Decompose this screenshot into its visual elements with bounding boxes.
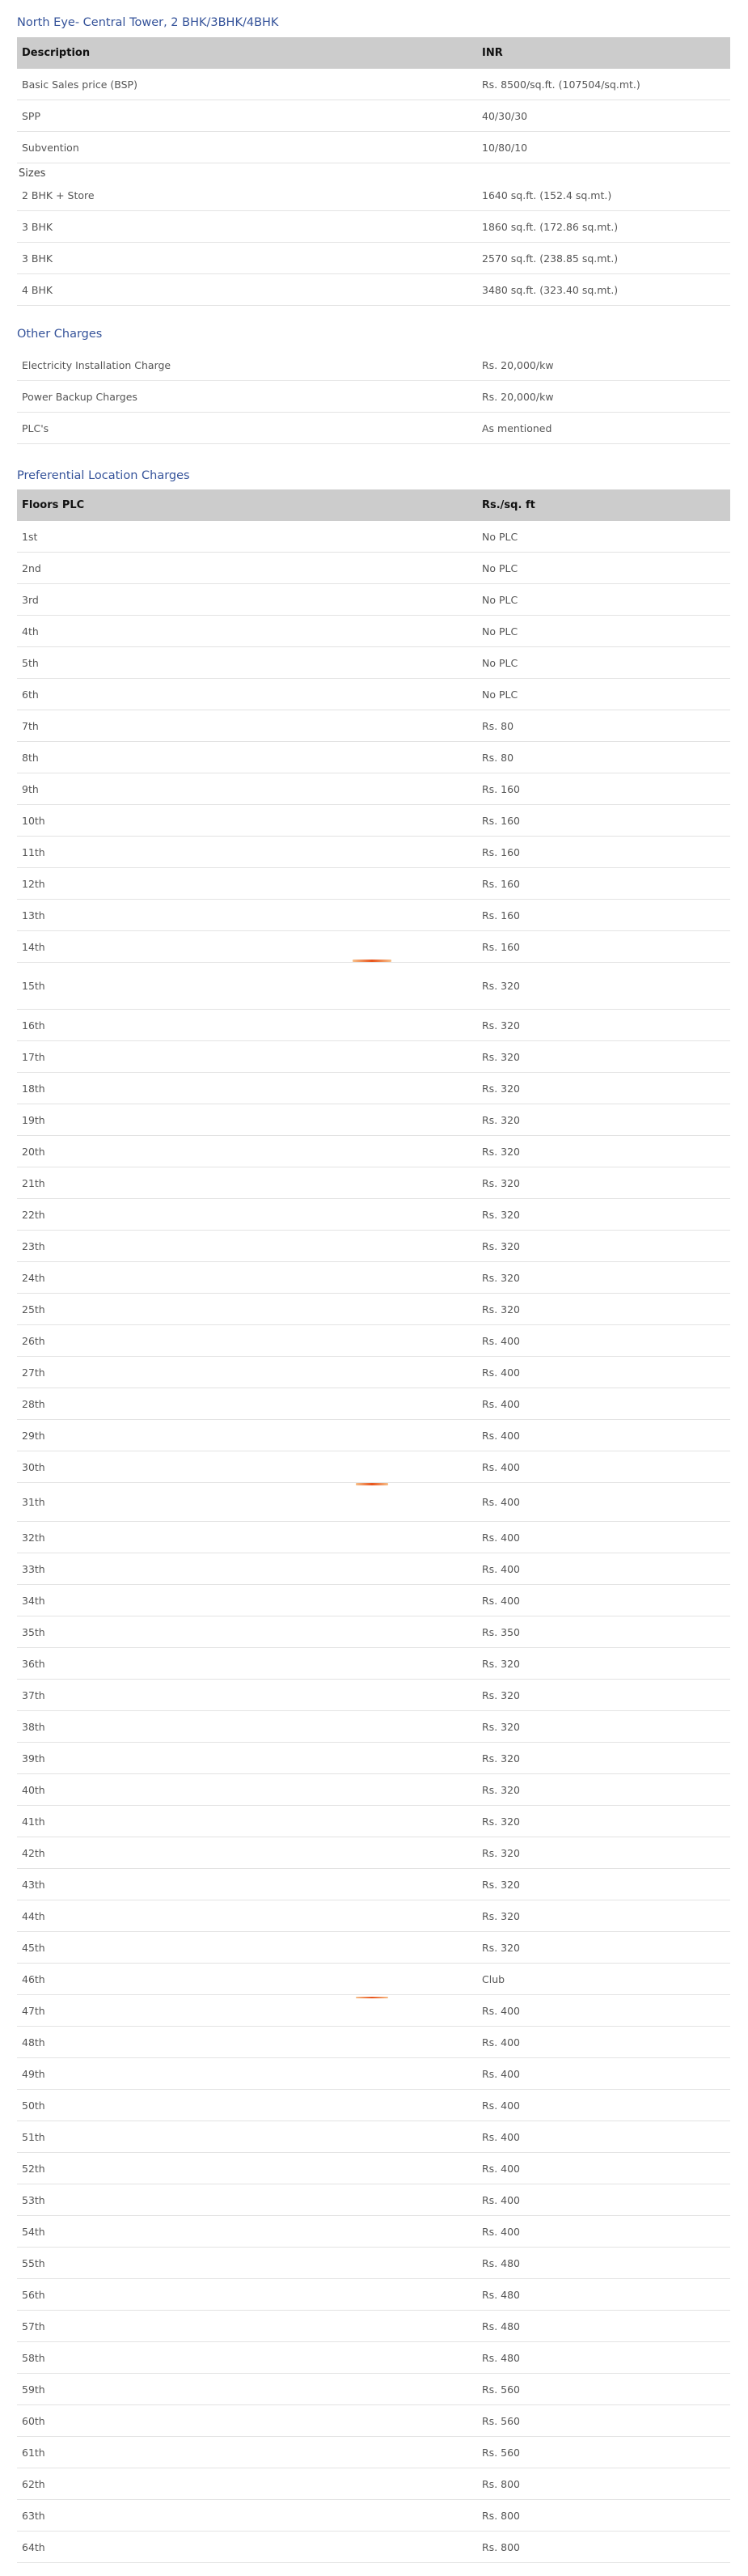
floor-row [17,1585,730,1616]
pricing-row [17,69,730,100]
charge-row-label: Electricity Installation Charge [22,358,171,371]
floor-row [17,1325,730,1357]
floor-row [17,2405,730,2437]
floor-row [17,2058,730,2090]
plc-title: Preferential Location Charges [17,469,190,482]
floor-row-value: Rs. 320 [482,1941,521,1954]
header-floors: Floors PLC [22,499,85,511]
floor-row-value: Club [482,1972,505,1985]
charge-row-value: Rs. 20,000/kw [482,358,554,371]
floor-row [17,2532,730,2563]
floor-row-label: 49th [22,2067,45,2080]
size-row [17,211,730,243]
floor-row [17,2468,730,2500]
floor-row-label: 19th [22,1113,45,1126]
floor-row-label: 51th [22,2130,45,2143]
floor-row-value: No PLC [482,688,518,701]
pricing-row [17,132,730,163]
floor-row [17,1104,730,1136]
floor-row-value: Rs. 320 [482,1176,521,1189]
floor-row-label: 22th [22,1208,45,1221]
floor-row-value: Rs. 320 [482,1303,521,1316]
floor-row-label: 53th [22,2193,45,2206]
floor-row-value: Rs. 400 [482,1496,521,1508]
floor-row [17,805,730,837]
floor-row [17,1136,730,1167]
floor-row-label: 62th [22,2477,45,2490]
floor-row-value: Rs. 320 [482,980,521,992]
floor-row [17,1680,730,1711]
floor-row [17,1711,730,1743]
charge-row [17,413,730,444]
floor-row-value: Rs. 400 [482,2004,521,2017]
floor-row-value: Rs. 320 [482,1145,521,1158]
pricing-row-value: 40/30/30 [482,109,528,122]
floor-row-value: No PLC [482,530,518,543]
other-charges-title: Other Charges [17,328,103,341]
charge-row-label: Power Backup Charges [22,390,137,403]
floor-row-label: 46th [22,1972,45,1985]
floor-row [17,1262,730,1294]
floor-row [17,1420,730,1451]
floor-row-value: Rs. 400 [482,2225,521,2238]
floor-row [17,2090,730,2121]
floor-row-value: Rs. 320 [482,1688,521,1701]
floor-row-label: 31th [22,1496,45,1508]
floor-row [17,837,730,868]
size-row [17,274,730,306]
floor-row-value: Rs. 320 [482,1271,521,1284]
size-row-value: 1640 sq.ft. (152.4 sq.mt.) [482,189,612,201]
floor-row-value: Rs. 560 [482,2446,521,2459]
floor-row [17,553,730,584]
header-rate: Rs./sq. ft [482,499,535,511]
floor-row [17,1964,730,1995]
floor-row-value: Rs. 160 [482,782,521,795]
floor-row [17,2121,730,2153]
floor-row [17,616,730,647]
floor-row-value: Rs. 80 [482,751,514,764]
floor-row [17,1231,730,1262]
floor-row-label: 17th [22,1050,45,1063]
floor-row-label: 45th [22,1941,45,1954]
floor-row-label: 12th [22,877,45,890]
floor-row [17,1553,730,1585]
floor-row-value: Rs. 400 [482,1397,521,1410]
floor-row-value: Rs. 400 [482,1334,521,1347]
floor-row-value: Rs. 560 [482,2414,521,2427]
floor-row-value: Rs. 400 [482,2099,521,2112]
pricing-row-value: Rs. 8500/sq.ft. (107504/sq.mt.) [482,78,640,91]
floor-row-label: 54th [22,2225,45,2238]
floor-row-label: 28th [22,1397,45,1410]
floor-row [17,1522,730,1553]
floor-row-value: Rs. 400 [482,1460,521,1473]
floor-row [17,2342,730,2374]
floor-row-label: 57th [22,2320,45,2332]
floor-row [17,2374,730,2405]
floor-row-value: Rs. 400 [482,1594,521,1607]
pricing-row-value: 10/80/10 [482,141,528,154]
floor-row [17,647,730,679]
floor-row [17,1869,730,1900]
floor-row-label: 20th [22,1145,45,1158]
floor-row-label: 25th [22,1303,45,1316]
floor-row-value: Rs. 400 [482,1562,521,1575]
floor-row [17,1837,730,1869]
size-row-label: 2 BHK + Store [22,189,95,201]
floor-row [17,1743,730,1774]
header-description: Description [22,47,91,59]
floor-row-label: 41th [22,1815,45,1828]
floor-row-label: 9th [22,782,39,795]
floor-row-value: Rs. 400 [482,2193,521,2206]
floor-row-label: 23th [22,1239,45,1252]
floor-row-value: Rs. 320 [482,1019,521,1032]
floor-row-label: 64th [22,2540,45,2553]
floor-row-value: Rs. 320 [482,1720,521,1733]
floor-row [17,679,730,710]
floor-row [17,1294,730,1325]
header-inr: INR [482,47,503,59]
floor-row-label: 2nd [22,561,41,574]
floor-row [17,1932,730,1964]
floor-row [17,2248,730,2279]
size-row-value: 1860 sq.ft. (172.86 sq.mt.) [482,220,619,233]
floor-row-label: 50th [22,2099,45,2112]
floor-row [17,1167,730,1199]
floor-row [17,1199,730,1231]
floor-row-value: Rs. 400 [482,1429,521,1442]
floor-row-label: 47th [22,2004,45,2017]
floor-row-label: 29th [22,1429,45,1442]
size-row-label: 4 BHK [22,283,53,296]
floor-row-value: Rs. 320 [482,1082,521,1095]
floor-row [17,1073,730,1104]
floor-row-label: 38th [22,1720,45,1733]
floor-row-value: Rs. 320 [482,1909,521,1922]
floor-row [17,1648,730,1680]
floor-row [17,710,730,742]
floor-row [17,1483,730,1522]
floor-row-value: Rs. 160 [482,909,521,922]
floor-row-label: 5th [22,656,39,669]
floor-row [17,2027,730,2058]
plc-table-header [17,489,730,521]
floor-row-value: Rs. 160 [482,814,521,827]
size-row-label: 3 BHK [22,220,53,233]
floor-row-label: 55th [22,2256,45,2269]
charge-row [17,350,730,381]
floor-row-label: 39th [22,1752,45,1765]
floor-row-label: 18th [22,1082,45,1095]
floor-row-value: Rs. 320 [482,1657,521,1670]
floor-row-label: 40th [22,1783,45,1796]
floor-row-value: Rs. 320 [482,1752,521,1765]
floor-row [17,773,730,805]
floor-row-label: 27th [22,1366,45,1379]
floor-row-label: 7th [22,719,39,732]
floor-row-label: 63th [22,2509,45,2522]
floor-row-value: Rs. 800 [482,2540,521,2553]
floor-row-label: 26th [22,1334,45,1347]
floor-row-value: Rs. 320 [482,1208,521,1221]
floor-row [17,900,730,931]
floor-row-label: 11th [22,845,45,858]
floor-row-value: No PLC [482,656,518,669]
charge-row-value: As mentioned [482,422,552,434]
size-row-value: 3480 sq.ft. (323.40 sq.mt.) [482,283,619,296]
floor-row [17,1357,730,1388]
pricing-row-label: Subvention [22,141,79,154]
floor-row-value: Rs. 320 [482,1878,521,1891]
floor-row-value: Rs. 320 [482,1815,521,1828]
floor-row [17,1010,730,1041]
page-title: North Eye- Central Tower, 2 BHK/3BHK/4BHK [17,16,279,29]
floor-row-value: Rs. 400 [482,1531,521,1544]
floor-row-value: Rs. 320 [482,1846,521,1859]
floor-row-label: 37th [22,1688,45,1701]
floor-row-label: 13th [22,909,45,922]
floor-row-label: 60th [22,2414,45,2427]
floor-row-label: 21th [22,1176,45,1189]
floor-row [17,2311,730,2342]
pricing-table-header [17,37,730,69]
pricing-row [17,100,730,132]
floor-row [17,2216,730,2248]
floor-row-label: 61th [22,2446,45,2459]
floor-row [17,1806,730,1837]
floor-row-value: Rs. 800 [482,2509,521,2522]
decorative-mark [356,1483,388,1485]
floor-row-value: Rs. 160 [482,877,521,890]
floor-row-value: No PLC [482,561,518,574]
size-row [17,180,730,211]
floor-row-value: Rs. 350 [482,1625,521,1638]
floor-row-label: 32th [22,1531,45,1544]
floor-row-label: 56th [22,2288,45,2301]
floor-row-value: Rs. 480 [482,2256,521,2269]
floor-row-value: Rs. 320 [482,1050,521,1063]
floor-row-label: 42th [22,1846,45,1859]
floor-row [17,1995,730,2027]
floor-row-value: Rs. 320 [482,1239,521,1252]
floor-row-value: Rs. 800 [482,2477,521,2490]
pricing-table [17,37,730,306]
pricing-row-label: Basic Sales price (BSP) [22,78,137,91]
floor-row-label: 48th [22,2036,45,2049]
floor-row-value: Rs. 160 [482,845,521,858]
floor-row-label: 58th [22,2351,45,2364]
floor-row [17,2437,730,2468]
floor-row-label: 3rd [22,593,39,606]
charge-row-value: Rs. 20,000/kw [482,390,554,403]
pricing-row-label: SPP [22,109,41,122]
floor-row [17,963,730,1010]
floor-row-value: No PLC [482,593,518,606]
floor-row-value: No PLC [482,625,518,638]
sizes-label: Sizes [19,167,46,180]
floor-row-value: Rs. 320 [482,1113,521,1126]
floor-row [17,2153,730,2184]
floor-row-label: 15th [22,980,45,992]
floor-row [17,1774,730,1806]
floor-row-label: 43th [22,1878,45,1891]
floor-row [17,521,730,553]
floor-row-value: Rs. 480 [482,2351,521,2364]
floor-row-label: 34th [22,1594,45,1607]
floor-row-label: 52th [22,2162,45,2175]
floor-row-label: 16th [22,1019,45,1032]
floor-row [17,931,730,963]
floor-row-value: Rs. 80 [482,719,514,732]
floor-row [17,1900,730,1932]
floor-row [17,742,730,773]
floor-row-value: Rs. 320 [482,1783,521,1796]
floor-row-label: 44th [22,1909,45,1922]
floor-row-value: Rs. 400 [482,1366,521,1379]
floor-row-value: Rs. 480 [482,2288,521,2301]
floor-row [17,2184,730,2216]
floor-row [17,1616,730,1648]
floor-row-label: 1st [22,530,38,543]
floor-row-value: Rs. 400 [482,2067,521,2080]
size-row [17,243,730,274]
floor-row-label: 36th [22,1657,45,1670]
floor-row [17,1388,730,1420]
floor-row-label: 35th [22,1625,45,1638]
charge-row [17,381,730,413]
floor-row-value: Rs. 160 [482,940,521,953]
floor-row-label: 33th [22,1562,45,1575]
size-row-value: 2570 sq.ft. (238.85 sq.mt.) [482,252,619,265]
floor-row-label: 59th [22,2383,45,2396]
floor-row-label: 6th [22,688,39,701]
floor-row [17,2500,730,2532]
floor-row-value: Rs. 560 [482,2383,521,2396]
floor-row-label: 30th [22,1460,45,1473]
floor-row [17,584,730,616]
floor-row-label: 8th [22,751,39,764]
decorative-mark [353,960,391,962]
floor-row-label: 10th [22,814,45,827]
floor-row-value: Rs. 400 [482,2130,521,2143]
floor-row [17,2279,730,2311]
floor-row [17,1041,730,1073]
decorative-mark [356,1997,388,1998]
floor-row-value: Rs. 480 [482,2320,521,2332]
size-row-label: 3 BHK [22,252,53,265]
floor-row-label: 4th [22,625,39,638]
charge-row-label: PLC's [22,422,49,434]
floor-row-label: 24th [22,1271,45,1284]
other-charges-table [17,350,730,444]
floor-row-value: Rs. 400 [482,2162,521,2175]
floor-row-value: Rs. 400 [482,2036,521,2049]
floor-row [17,868,730,900]
floor-row-label: 14th [22,940,45,953]
plc-table [17,489,730,2563]
floor-row [17,1451,730,1483]
